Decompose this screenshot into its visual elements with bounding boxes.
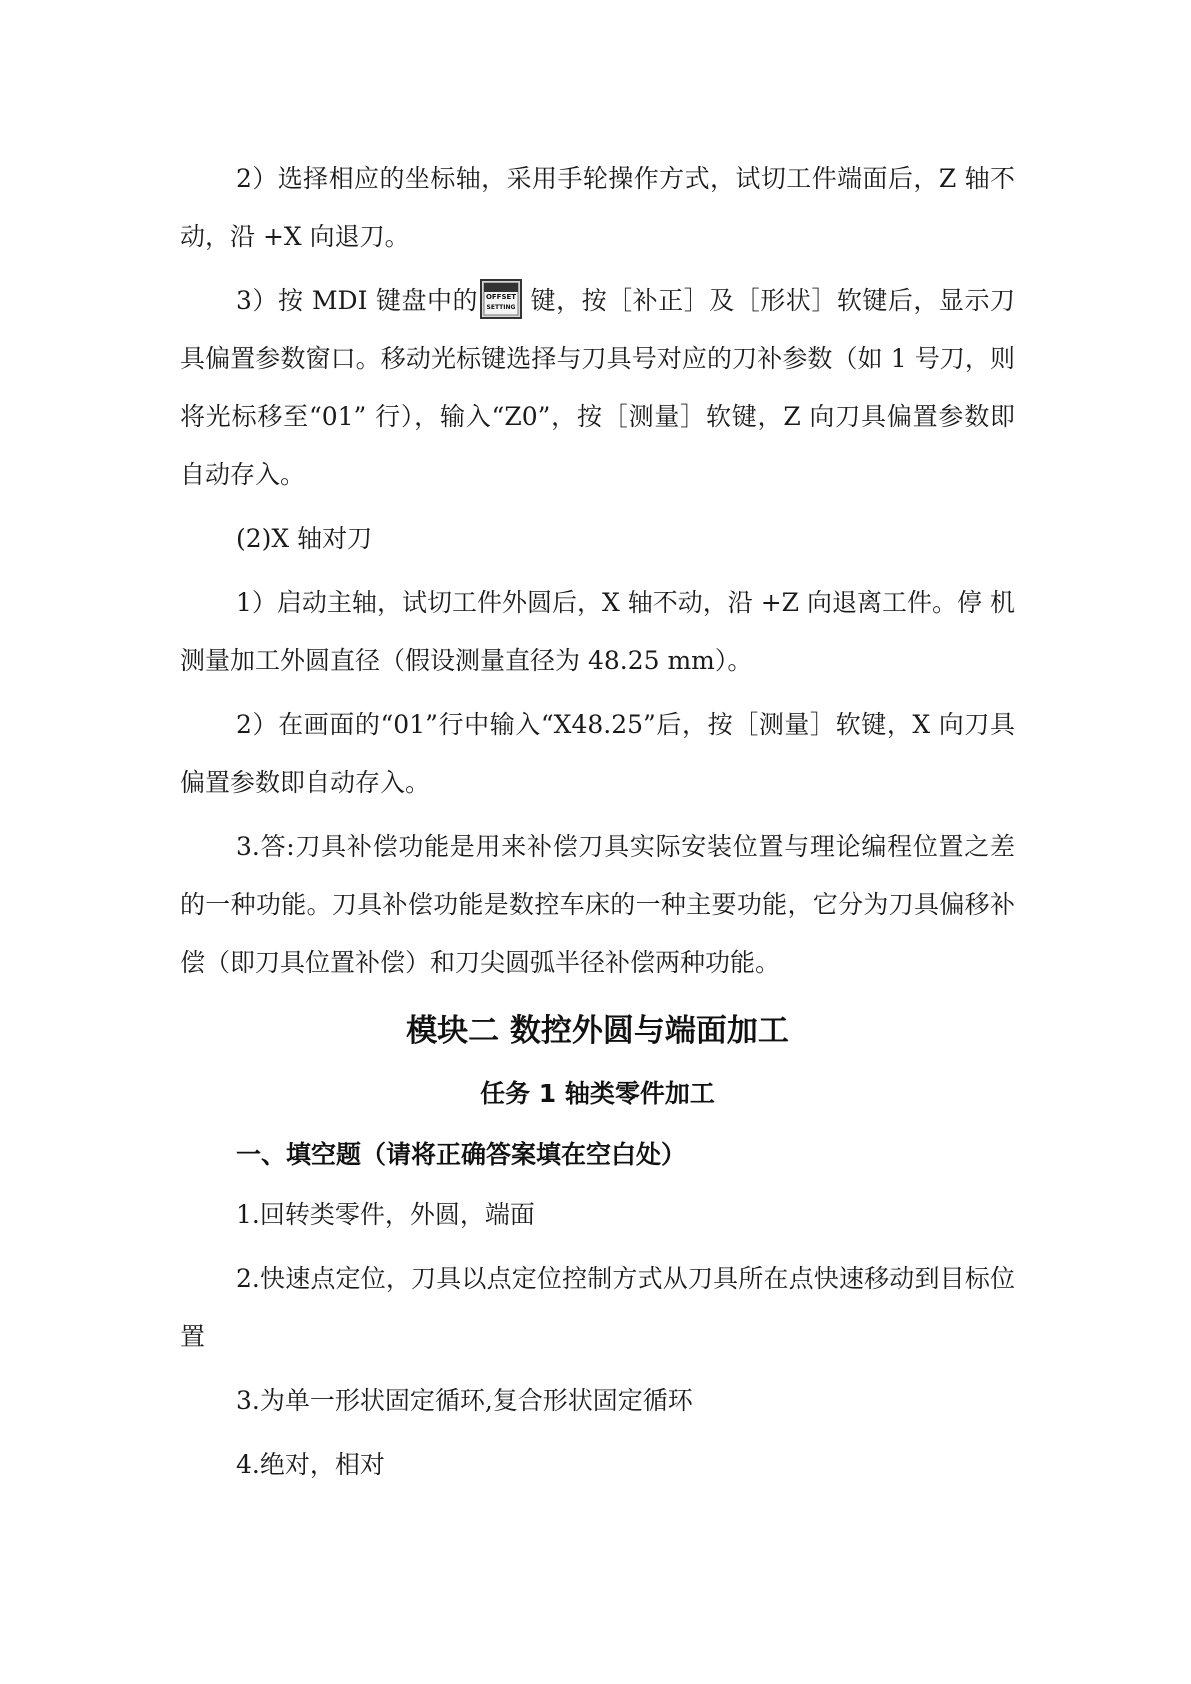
answer-item: 4.绝对，相对 xyxy=(236,1450,385,1479)
x-step-2-paragraph: 2）在画面的“01”行中输入“X48.25”后，按［测量］软键，X 向刀具偏置参数即自动存入。 xyxy=(180,710,1015,797)
task-title: 任务 1 轴类零件加工 xyxy=(480,1079,715,1108)
x-step-1-paragraph: 1）启动主轴，试切工件外圆后，X 轴不动，沿 +Z 向退离工件。停 机测量加工外圆直径（假设测量直径为 48.25 mm）。 xyxy=(180,588,1015,675)
offset-key-label-top: OFFSET xyxy=(485,293,517,301)
offset-key-label-bottom: SETTING xyxy=(486,304,516,311)
answer-3-paragraph: 3.答:刀具补偿功能是用来补偿刀具实际安装位置与理论编程位置之差的一种功能。刀具补偿功能是数控车床的一种主要功能，它分为刀具偏移补偿（即刀具位置补偿）和刀尖圆弧半径补偿两种功能。 xyxy=(180,832,1015,977)
answer-item: 3.为单一形状固定循环,复合形状固定循环 xyxy=(236,1386,693,1415)
step-3-text-before: 3）按 MDI 键盘中的 xyxy=(236,286,479,315)
section-title: 一、填空题（请将正确答案填在空白处） xyxy=(236,1140,687,1169)
module-title: 模块二 数控外圆与端面加工 xyxy=(406,1013,789,1049)
step-3-text-after: 键，按［补正］及［形状］软键后，显示刀具偏置参数窗口。移动光标键选择与刀具号对应的刀补参数（如 1 号刀，则将光标移至“01” 行），输入“Z0”，按［测量］软键，Z 向刀具偏置参数即自动存入。 xyxy=(180,286,1015,489)
offset-setting-key-icon xyxy=(480,279,522,319)
step-2-paragraph: 2）选择相应的坐标轴，采用手轮操作方式，试切工件端面后，Z 轴不动，沿 +X 向退刀。 xyxy=(180,164,1015,251)
step-3-paragraph xyxy=(180,272,1015,504)
x-axis-heading: (2)X 轴对刀 xyxy=(236,524,373,553)
answer-item: 2.快速点定位，刀具以点定位控制方式从刀具所在点快速移动到目标位置 xyxy=(180,1264,1015,1351)
answer-item: 1.回转类零件，外圆，端面 xyxy=(236,1200,535,1229)
document-body xyxy=(180,150,1015,1500)
